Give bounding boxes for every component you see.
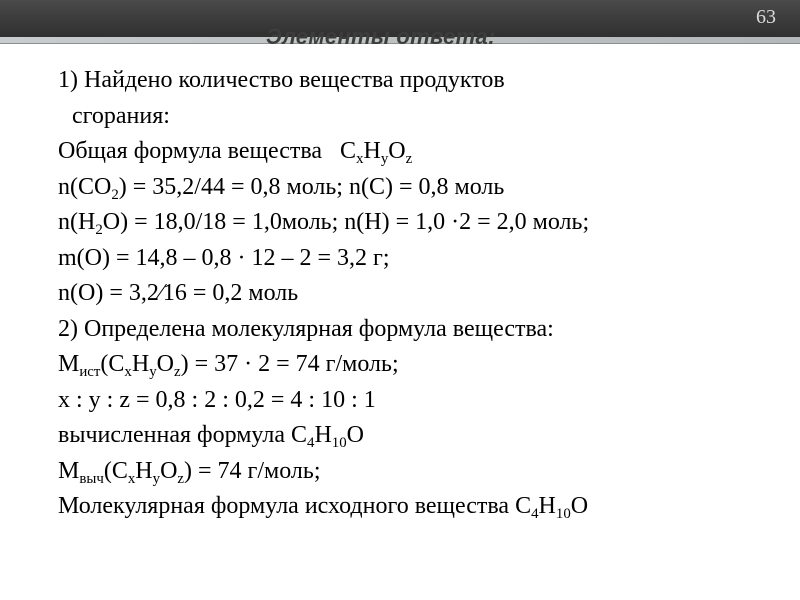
symbol-h: H: [363, 138, 381, 164]
symbol-c: C: [340, 138, 357, 164]
computed-formula-label: вычисленная формула C: [58, 422, 307, 448]
page-number: 63: [756, 6, 776, 28]
subscript-z: z: [173, 363, 181, 380]
paren-c: (C: [100, 351, 125, 377]
ratio-line: x : y : z = 0,8 : 2 : 0,2 = 4 : 10 : 1: [58, 386, 376, 413]
subscript-x: x: [127, 470, 136, 487]
molar-mass-result: ) = 74 г/моль;: [184, 457, 321, 484]
oxygen-amount-line: n(O) = 3,2⁄16 = 0,2 моль: [58, 280, 299, 306]
subscript-y: y: [152, 470, 161, 487]
oxygen-mass-line: m(O) = 14,8 – 0,8 · 12 – 2 = 3,2 г;: [58, 244, 390, 271]
m-subscript-ist: ист: [79, 363, 101, 380]
symbol-o: O: [570, 493, 589, 519]
slide-content: [58, 63, 778, 525]
subscript-x: x: [124, 363, 132, 380]
symbol-h: H: [131, 351, 150, 377]
general-formula-line: [58, 134, 778, 170]
m-subscript-vych: выч: [79, 470, 104, 487]
c-subscript: 4: [307, 434, 315, 451]
symbol-o: O: [388, 138, 406, 164]
slide-title: Элементы ответа:: [266, 24, 496, 49]
h2o-part-c: O) = 18,0/18 = 1,0моль; n(H) = 1,0 ·2 = 2,0 моль;: [102, 209, 590, 235]
symbol-o: O: [156, 351, 174, 377]
text-line-1: 1) Найдено количество вещества продуктов: [58, 67, 505, 93]
symbol-h: H: [314, 422, 332, 448]
subscript-z: z: [405, 150, 413, 167]
co2-calc-line: [58, 170, 778, 206]
final-formula-label: Молекулярная формула исходного вещества C: [58, 493, 532, 519]
computed-molar-mass-line: [58, 454, 778, 490]
text-line-2: сгорания:: [72, 102, 170, 129]
h2o-calc-line: [58, 205, 778, 241]
co2-subscript: 2: [111, 186, 119, 203]
symbol-o: O: [160, 457, 178, 484]
subscript-x: x: [356, 150, 364, 167]
h2o-subscript: 2: [95, 221, 103, 238]
final-formula-line: [58, 489, 778, 525]
co2-part-c: ) = 35,2/44 = 0,8 моль; n(C) = 0,8 моль: [118, 173, 505, 200]
h-subscript: 10: [331, 434, 347, 451]
symbol-h: H: [538, 493, 556, 519]
computed-formula-line: [58, 418, 778, 454]
h-subscript: 10: [555, 505, 571, 522]
co2-part-a: n(CO: [58, 173, 112, 200]
subscript-y: y: [380, 150, 389, 167]
c-subscript: 4: [531, 505, 539, 522]
subscript-z: z: [177, 470, 185, 487]
symbol-h: H: [135, 457, 153, 484]
molar-mass-result: ) = 37 · 2 = 74 г/моль;: [180, 351, 399, 377]
true-molar-mass-line: [58, 347, 778, 383]
formula-label: Общая формула вещества: [58, 138, 341, 164]
symbol-o: O: [346, 422, 364, 448]
m-symbol: M: [58, 457, 80, 484]
subscript-y: y: [149, 363, 157, 380]
h2o-part-a: n(H: [58, 209, 96, 235]
step-2-heading: 2) Определена молекулярная формула вещества:: [58, 315, 554, 342]
paren-c: (C: [103, 457, 128, 484]
m-symbol: M: [58, 351, 80, 377]
